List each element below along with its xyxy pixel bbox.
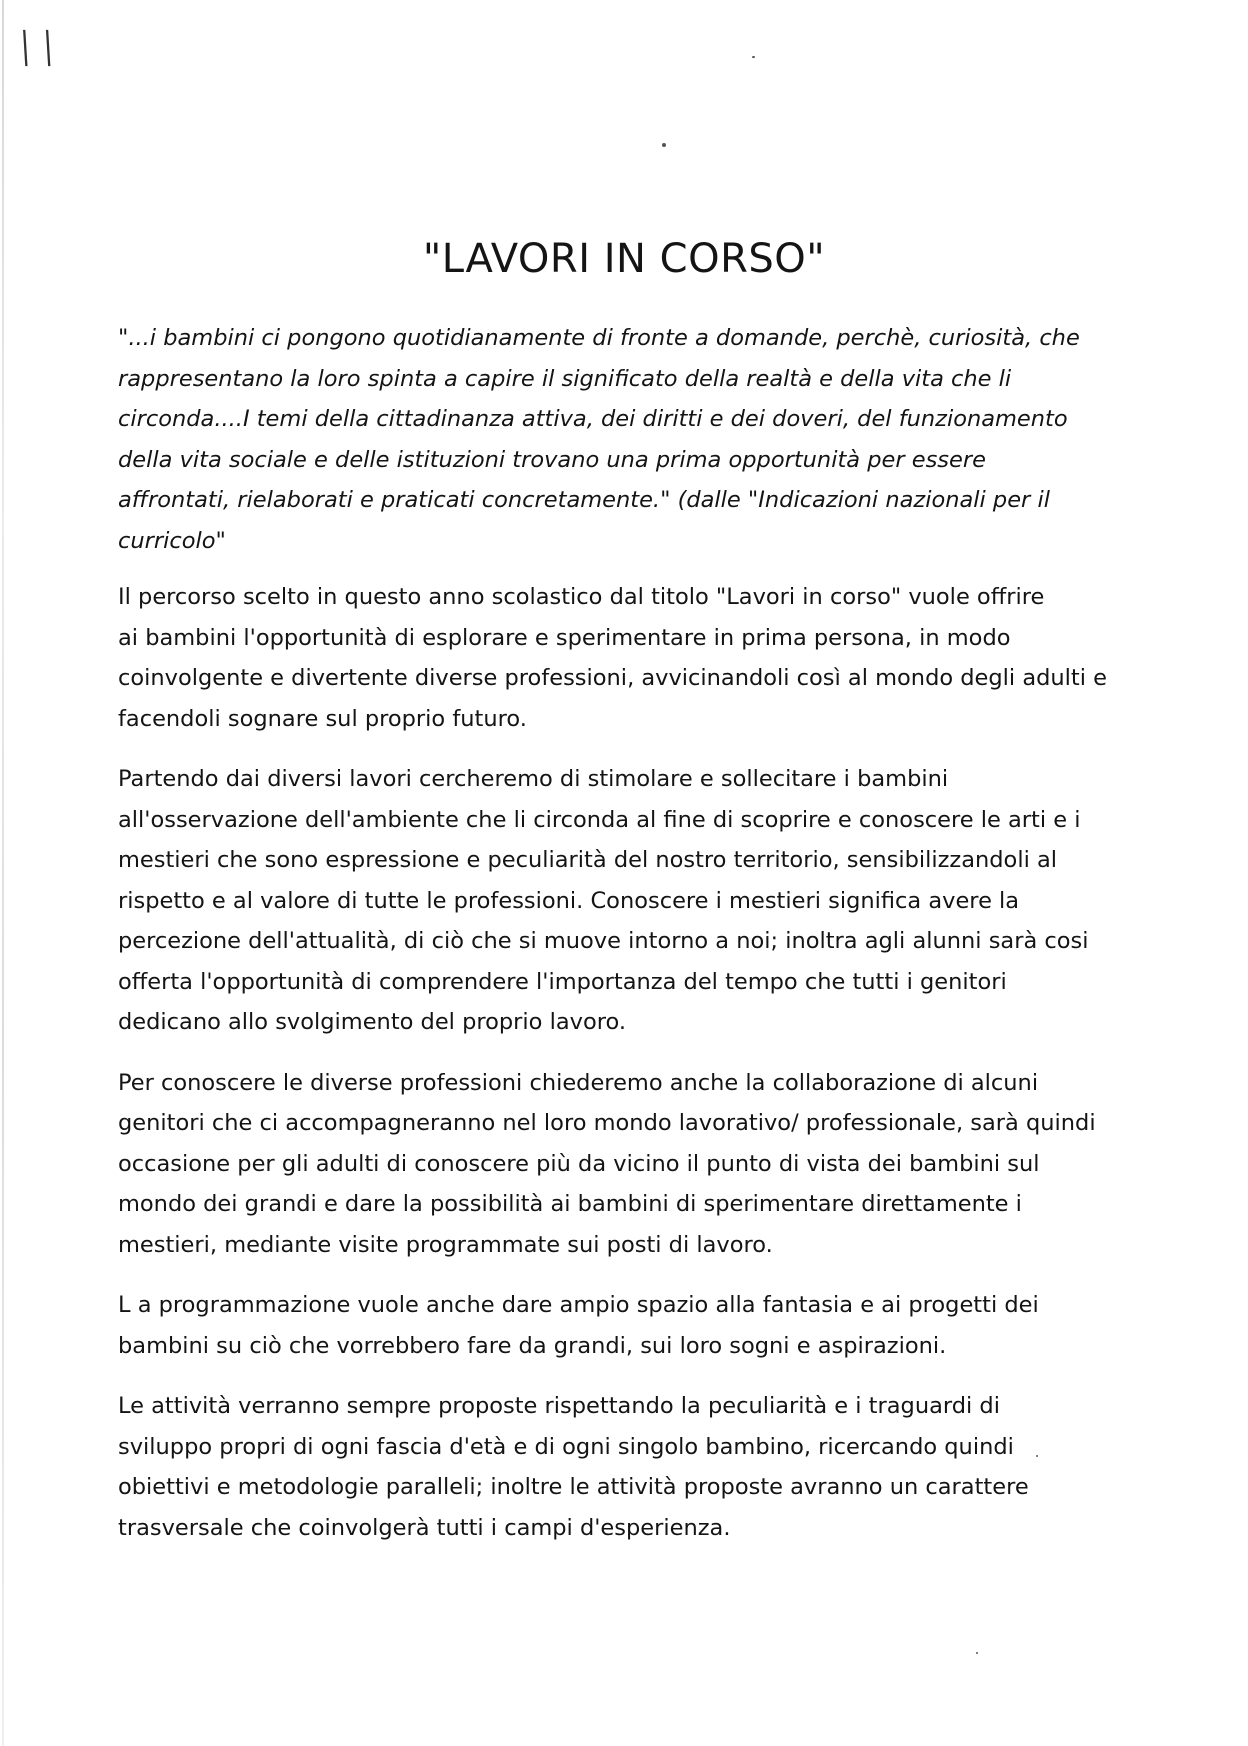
quote-line: affrontati, rielaborati e praticati concretamente." (dalle "Indicazioni nazionali per il <box>118 487 1050 513</box>
quote-line: "...i bambini ci pongono quotidianamente di fronte a domande, perchè, curiosità, che <box>118 325 1080 351</box>
quote-line: circonda....I temi della cittadinanza attiva, dei diritti e dei doveri, del funzionamento <box>118 406 1068 432</box>
paragraph-line: offerta l'opportunità di comprendere l'importanza del tempo che tutti i genitori <box>118 968 1007 995</box>
paragraph-line: mestieri, mediante visite programmate sui posti di lavoro. <box>118 1231 773 1258</box>
paragraph-line: L a programmazione vuole anche dare ampio spazio alla fantasia e ai progetti dei <box>118 1292 1039 1318</box>
paragraph-line: Il percorso scelto in questo anno scolastico dal titolo "Lavori in corso" vuole offrire <box>118 584 1045 610</box>
paragraph-activities <box>118 1386 1138 1548</box>
paragraph-line: ai bambini l'opportunità di esplorare e sperimentare in prima persona, in modo <box>118 624 1011 651</box>
paragraph-line: rispetto e al valore di tutte le professioni. Conoscere i mestieri significa avere la <box>118 887 1020 914</box>
scan-speck <box>976 1652 978 1654</box>
paragraph-line: mondo dei grandi e dare la possibilità ai bambini di sperimentare direttamente i <box>118 1191 1022 1217</box>
paragraph-observation <box>118 759 1138 1043</box>
paragraph-line: sviluppo propri di ogni fascia d'età e di ogni singolo bambino, ricercando quindi <box>118 1433 1014 1460</box>
corner-mark: \\ <box>11 22 71 73</box>
paragraph-line: dedicano allo svolgimento del proprio lavoro. <box>118 1009 626 1035</box>
paragraph-line: Partendo dai diversi lavori cercheremo di stimolare e sollecitare i bambini <box>118 766 949 792</box>
paragraph-line: occasione per gli adulti di conoscere più da vicino il punto di vista dei bambini sul <box>118 1150 1040 1177</box>
scan-speck <box>662 143 666 147</box>
paragraph-line: genitori che ci accompagneranno nel loro mondo lavorativo/ professionale, sarà quindi <box>118 1110 1096 1136</box>
paragraph-line: trasversale che coinvolgerà tutti i campi d'esperienza. <box>118 1514 731 1541</box>
paragraph-line: facendoli sognare sul proprio futuro. <box>118 705 527 732</box>
paragraph-programming <box>118 1285 1138 1366</box>
paragraph-line: Le attività verranno sempre proposte rispettando la peculiarità e i traguardi di <box>118 1393 1000 1419</box>
paragraph-parents <box>118 1063 1138 1266</box>
quote-line: curricolo" <box>118 527 226 554</box>
paragraph-line: percezione dell'attualità, di ciò che si muove intorno a noi; inoltra agli alunni sarà cosi <box>118 928 1089 954</box>
paragraph-line: Per conoscere le diverse professioni chiederemo anche la collaborazione di alcuni <box>118 1069 1039 1096</box>
scan-speck <box>752 56 755 58</box>
paragraph-line: coinvolgente e divertente diverse professioni, avvicinandoli così al mondo degli adulti e <box>118 665 1107 691</box>
paragraph-line: all'osservazione dell'ambiente che li circonda al fine di scoprire e conoscere le arti e i <box>118 806 1081 833</box>
paragraph-line: mestieri che sono espressione e peculiarità del nostro territorio, sensibilizzandoli al <box>118 847 1058 873</box>
quote-block <box>118 318 1138 561</box>
quote-line: della vita sociale e delle istituzioni trovano una prima opportunità per essere <box>118 446 986 473</box>
paragraph-intro <box>118 577 1138 739</box>
paragraph-line: bambini su ciò che vorrebbero fare da grandi, sui loro sogni e aspirazioni. <box>118 1332 947 1359</box>
paragraph-line: obiettivi e metodologie paralleli; inoltre le attività proposte avranno un carattere <box>118 1474 1029 1500</box>
document-body <box>118 318 1138 1568</box>
document-title: "LAVORI IN CORSO" <box>422 236 826 282</box>
quote-line: rappresentano la loro spinta a capire il significato della realtà e della vita che li <box>118 365 1012 392</box>
